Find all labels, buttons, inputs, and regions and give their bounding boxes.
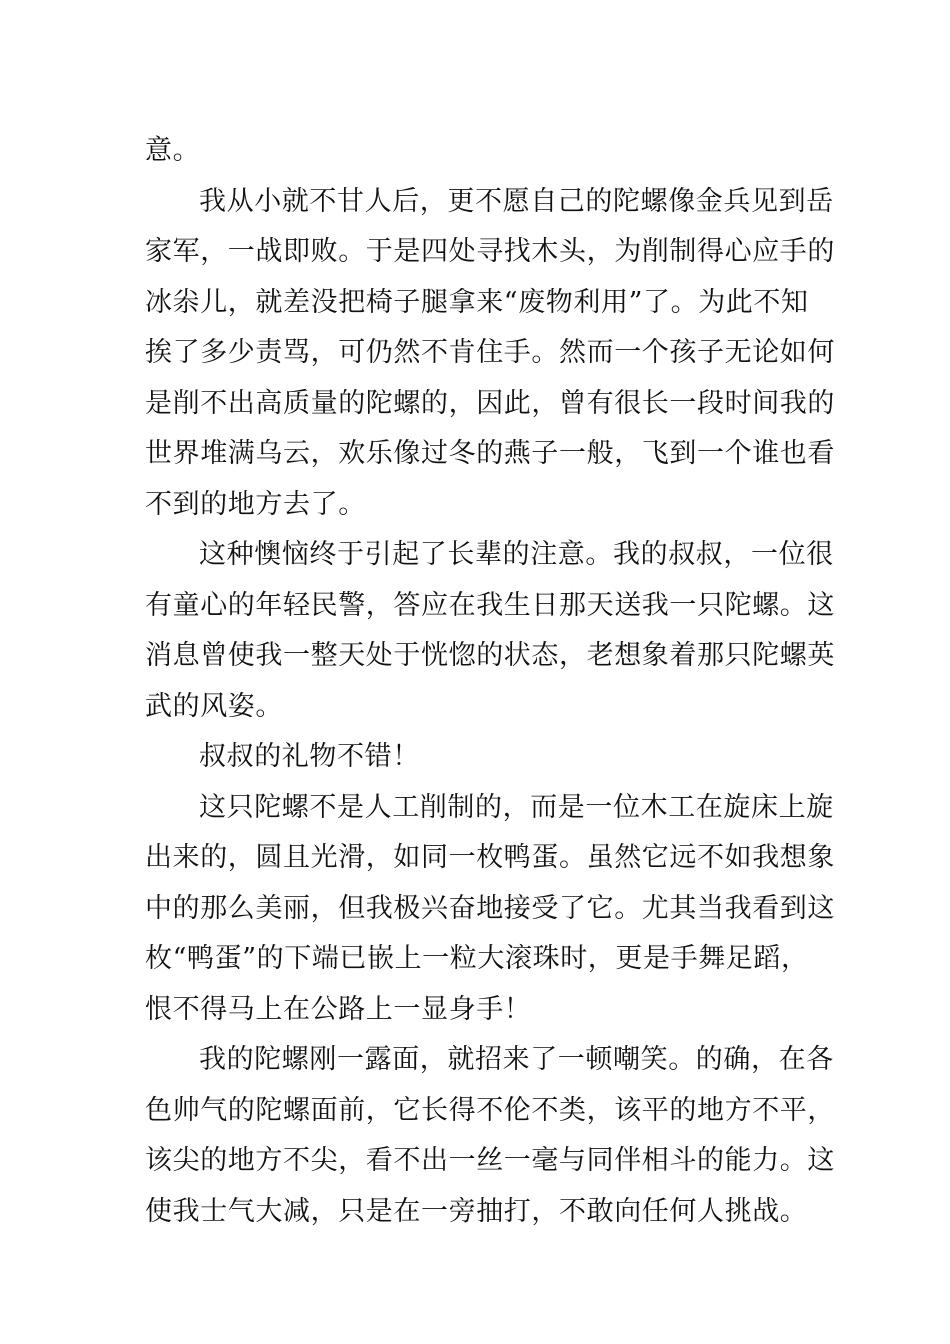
text-line: 有童心的年轻民警，答应在我生日那天送我一只陀螺。这 [145, 589, 835, 621]
text-line: 世界堆满乌云，欢乐像过冬的燕子一般，飞到一个谁也看 [145, 438, 835, 469]
paragraph-first-line: 我的陀螺刚一露面，就招来了一顿嘲笑。的确，在各 [199, 1044, 834, 1075]
text-line: 使我士气大减，只是在一旁抽打，不敢向任何人挑战。 [145, 1195, 808, 1227]
text-line: 家军，一战即败。于是四处寻找木头，为削制得心应手的 [145, 236, 835, 267]
paragraph-first-line: 叔叔的礼物不错！ [199, 741, 420, 772]
text-line: 武的风姿。 [145, 690, 283, 722]
text-line: 消息曾使我一整天处于恍惚的状态，老想象着那只陀螺英 [145, 640, 835, 671]
paragraph-first-line: 我从小就不甘人后，更不愿自己的陀螺像金兵见到岳 [199, 185, 834, 217]
text-line: 出来的，圆且光滑，如同一枚鸭蛋。虽然它远不如我想象 [145, 842, 835, 873]
text-line: 中的那么美丽，但我极兴奋地接受了它。尤其当我看到这 [145, 892, 835, 924]
text-line: 恨不得马上在公路上一显身手！ [145, 993, 532, 1025]
text-line: 色帅气的陀螺面前，它长得不伦不类，该平的地方不平， [145, 1094, 835, 1126]
paragraph-first-line: 这只陀螺不是人工削制的，而是一位木工在旋床上旋 [199, 791, 834, 823]
text-line: 是削不出高质量的陀螺的，因此，曾有很长一段时间我的 [145, 387, 835, 419]
paragraph-first-line: 这种懊恼终于引起了长辈的注意。我的叔叔，一位很 [199, 539, 834, 570]
text-line: 冰尜儿，就差没把椅子腿拿来“废物利用”了。为此不知 [145, 286, 809, 318]
text-line: 不到的地方去了。 [145, 488, 366, 520]
text-line: 挨了多少责骂，可仍然不肯住手。然而一个孩子无论如何 [145, 337, 835, 368]
text-line: 该尖的地方不尖，看不出一丝一毫与同伴相斗的能力。这 [145, 1145, 835, 1176]
text-line: 意。 [145, 135, 201, 166]
text-line: 枚“鸭蛋”的下端已嵌上一粒大滚珠时，更是手舞足蹈， [145, 943, 809, 974]
body-text [145, 126, 835, 1237]
